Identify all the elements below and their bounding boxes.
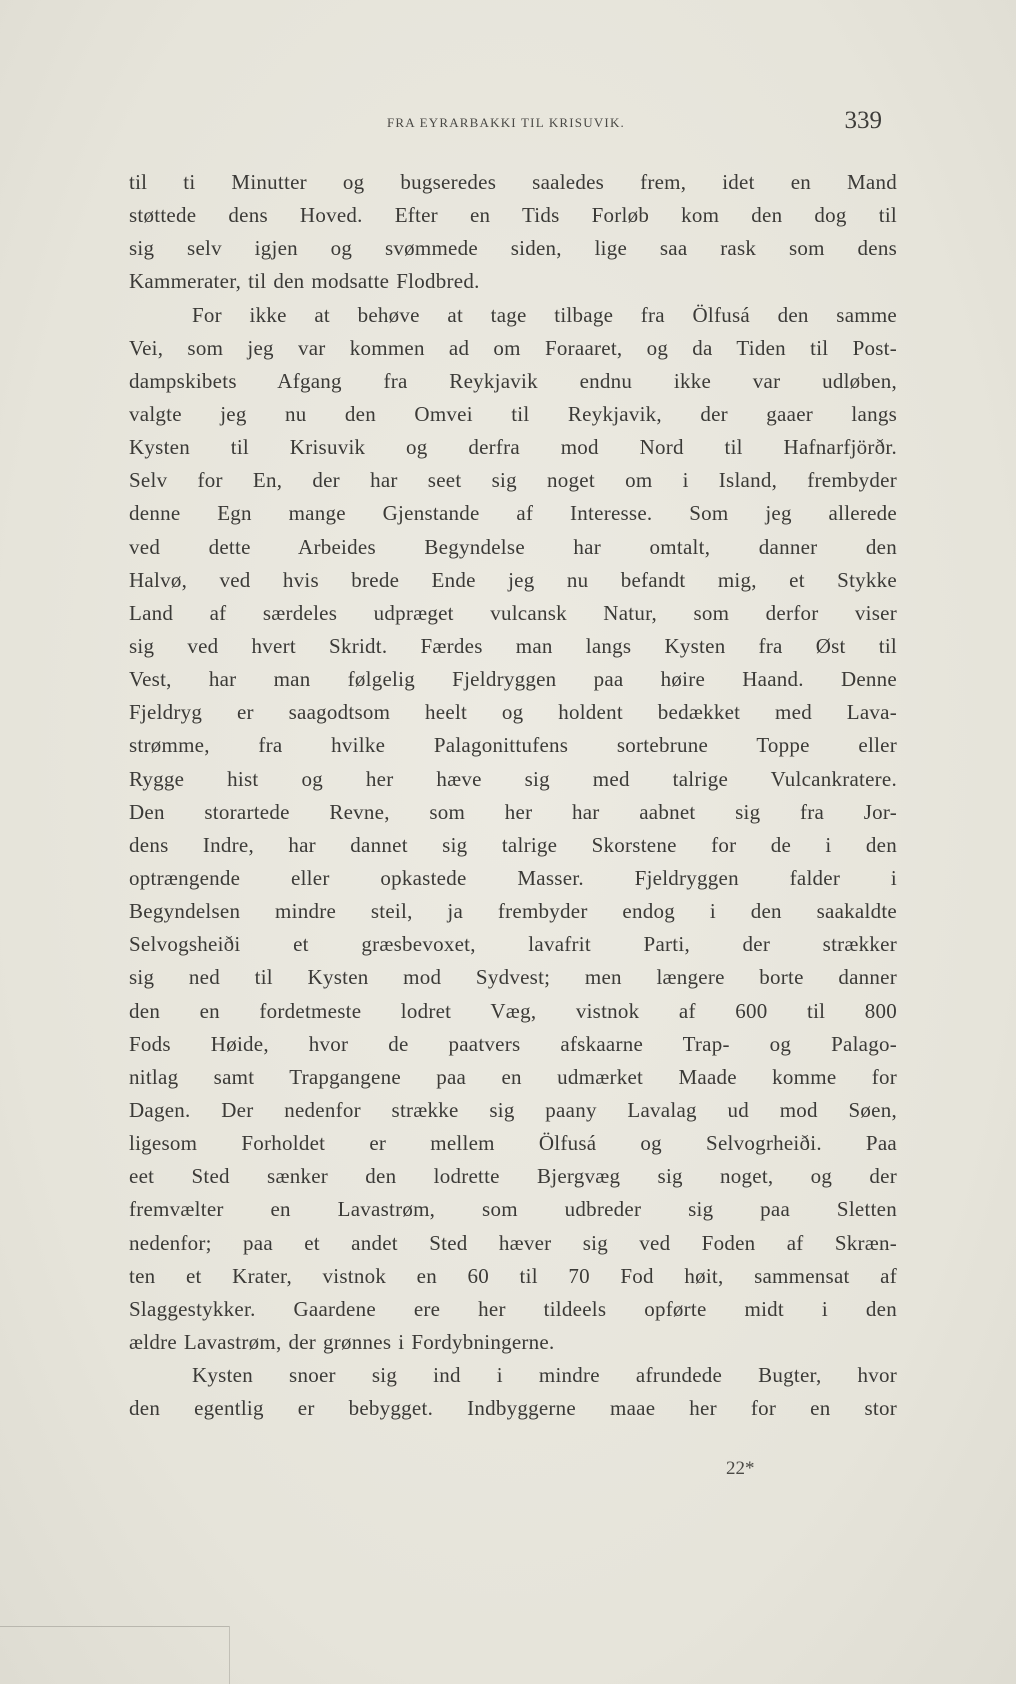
text-line: dampskibets Afgang fra Reykjavik endnu ikke var udløben, [129, 368, 897, 393]
text-line: Den storartede Revne, som her har aabnet sig fra Jor- [129, 799, 897, 824]
text-line: nedenfor; paa et andet Sted hæver sig ved Foden af Skræn- [129, 1230, 897, 1255]
text-line: Kammerater, til den modsatte Flodbred. [129, 269, 480, 294]
signature-mark: 22* [726, 1458, 755, 1479]
scan-edge-line-vertical [229, 1626, 230, 1684]
text-line: fremvælter en Lavastrøm, som udbreder sig paa Sletten [129, 1197, 897, 1222]
text-line: eet Sted sænker den lodrette Bjergvæg sig noget, og der [129, 1164, 897, 1189]
text-line: sig selv igjen og svømmede siden, lige saa rask som dens [129, 236, 897, 261]
text-line: Selv for En, der har seet sig noget om i Island, frembyder [129, 468, 897, 493]
text-line: ligesom Forholdet er mellem Ölfusá og Selvogrheiði. Paa [129, 1131, 897, 1156]
text-line: Vei, som jeg var kommen ad om Foraaret, og da Tiden til Post- [129, 335, 897, 360]
text-line: Vest, har man følgelig Fjeldryggen paa høire Haand. Denne [129, 667, 897, 692]
text-line: dens Indre, har dannet sig talrige Skorstene for de i den [129, 832, 897, 857]
page-number: 339 [844, 107, 882, 134]
text-line: Fjeldryg er saagodtsom heelt og holdent bedækket med Lava- [129, 700, 897, 725]
page-header [130, 107, 882, 137]
text-line: Dagen. Der nedenfor strække sig paany Lavalag ud mod Søen, [129, 1097, 897, 1122]
scan-edge-line [0, 1626, 230, 1627]
text-line: denne Egn mange Gjenstande af Interesse. Som jeg allerede [129, 501, 897, 526]
paragraph-start-line: For ikke at behøve at tage tilbage fra Ölfusá den samme [192, 302, 897, 327]
body-text [129, 166, 897, 1425]
text-line: optrængende eller opkastede Masser. Fjeldryggen falder i [129, 865, 897, 890]
text-line: Slaggestykker. Gaardene ere her tildeels opførte midt i den [129, 1296, 897, 1321]
text-line: sig ned til Kysten mod Sydvest; men længere borte danner [129, 965, 897, 990]
text-line: Selvogsheiði et græsbevoxet, lavafrit Parti, der strækker [129, 932, 897, 957]
text-line: sig ved hvert Skridt. Færdes man langs Kysten fra Øst til [129, 633, 897, 658]
text-line: Land af særdeles udpræget vulcansk Natur, som derfor viser [129, 600, 897, 625]
text-line: den en fordetmeste lodret Væg, vistnok af 600 til 800 [129, 998, 897, 1023]
text-line: støttede dens Hoved. Efter en Tids Forløb kom den dog til [129, 203, 897, 228]
text-line: valgte jeg nu den Omvei til Reykjavik, der gaaer langs [129, 401, 897, 426]
text-line: nitlag samt Trapgangene paa en udmærket Maade komme for [129, 1064, 897, 1089]
text-line: ældre Lavastrøm, der grønnes i Fordybningerne. [129, 1329, 555, 1354]
running-title: FRA EYRARBAKKI TIL KRISUVIK. [386, 115, 625, 130]
text-line: den egentlig er bebygget. Indbyggerne maae her for en stor [129, 1396, 897, 1421]
text-line: ved dette Arbeides Begyndelse har omtalt, danner den [129, 534, 897, 559]
text-line: Rygge hist og her hæve sig med talrige Vulcankratere. [129, 766, 897, 791]
text-line: Begyndelsen mindre steil, ja frembyder endog i den saakaldte [129, 899, 897, 924]
text-line: ten et Krater, vistnok en 60 til 70 Fod høit, sammensat af [129, 1263, 897, 1288]
text-line: Fods Høide, hvor de paatvers afskaarne Trap- og Palago- [129, 1031, 897, 1056]
text-line: Kysten til Krisuvik og derfra mod Nord til Hafnarfjörðr. [129, 435, 897, 460]
text-line: strømme, fra hvilke Palagonittufens sortebrune Toppe eller [129, 733, 897, 758]
text-line: til ti Minutter og bugseredes saaledes frem, idet en Mand [129, 170, 897, 194]
text-line: Halvø, ved hvis brede Ende jeg nu befandt mig, et Stykke [129, 567, 897, 592]
paragraph-start-line: Kysten snoer sig ind i mindre afrundede Bugter, hvor [192, 1363, 897, 1388]
